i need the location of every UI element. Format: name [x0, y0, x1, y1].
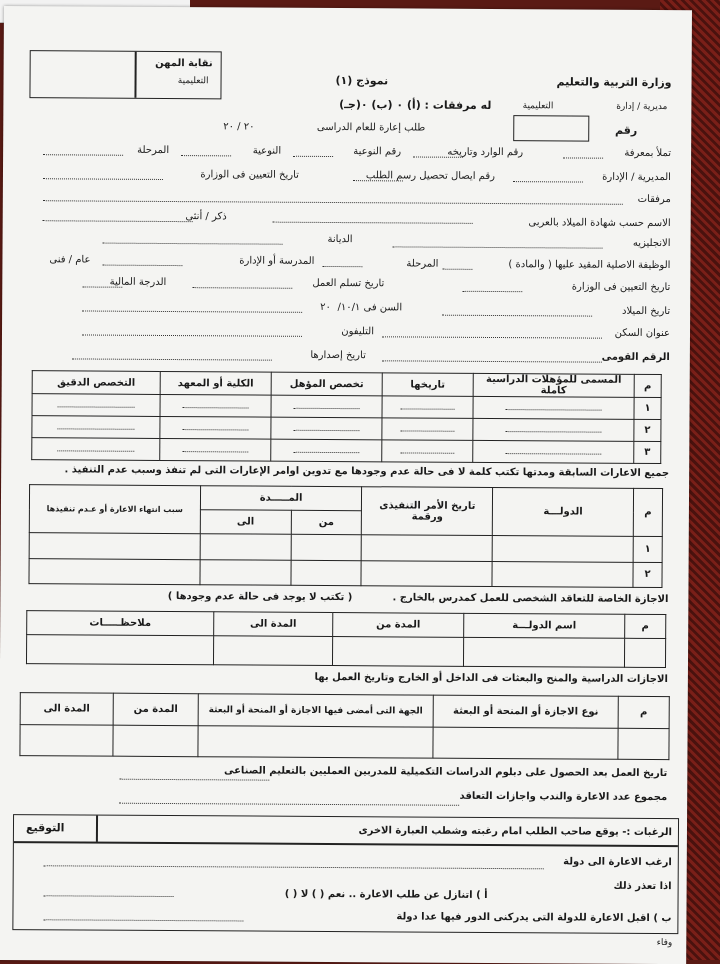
general-tech-label: عام / فنى	[49, 254, 91, 266]
qual-h-title: المسمى للمؤهلات الدراسية كاملة	[473, 373, 634, 397]
known-by-label: تملأ بمعرفة	[624, 147, 672, 160]
directorate-admin-label: المديرية / الإدارة	[602, 171, 671, 184]
loan-row-no: ٢	[633, 562, 662, 588]
contract-h-from: المدة من	[333, 613, 464, 638]
loan-h-reason: سبب انتهاء الاعارة أو عـدم تنفيذها	[29, 485, 200, 534]
form-title: نموذج (١)	[335, 74, 389, 88]
birth-date-label: تاريخ الميلاد	[621, 305, 671, 318]
study-h-no: م	[618, 696, 669, 728]
incoming-no-label: رقم الوارد وتاريخه	[447, 146, 524, 159]
type-no-label: رقم النوعية	[353, 146, 402, 158]
study-h-place: الجهة التى أمضى فيها الاجازة أو المنحة أو البعثة	[198, 694, 433, 727]
wishes-label: الرغبات :- يوقع صاحب الطلب امام رغبته وشطب العبارة الاخرى	[358, 825, 672, 839]
school-admin-label: المدرسة أو الإدارة	[239, 255, 315, 267]
contract-h-no: م	[625, 614, 666, 638]
work-start-label: تاريخ تسلم العمل	[312, 277, 385, 290]
wish-b: ب ) اقبل الاعارة للدولة التى يدركنى الدور فيها عدا دولة	[396, 911, 672, 925]
original-job-label: الوظيفة الاصلية المقيد عليها ( والمادة )	[508, 259, 671, 272]
number-label: رقم	[615, 123, 638, 137]
phone-label: التليفون	[341, 326, 375, 338]
address-label: عنوان السكن	[614, 327, 671, 340]
qual-h-no: م	[634, 374, 661, 397]
qual-h-major: تخصص المؤهل	[271, 372, 382, 396]
educational-label: التعليمية	[522, 101, 554, 112]
study-caption: الاجازات الدراسية والمنح والبعثات فى الداخل أو الخارج وتاريخ العمل بها	[314, 671, 668, 686]
request-year: ٢٠ / ٢٠	[223, 121, 255, 133]
national-id-label: الرقم القومى	[601, 351, 670, 364]
study-table	[19, 692, 669, 760]
form-sheet	[0, 6, 692, 964]
prev-loans-caption: جميع الاعارات السابقة ومدتها تكتب كلمة لا فى حالة عدم وجودها مع تدوين اوامر الإعارات التى لم تنفذ وسبب عدم التنفيذ .	[64, 464, 670, 480]
wish1: ارغب الاعارة الى دولة	[563, 856, 672, 869]
qual-row-no: ٢	[634, 419, 661, 441]
qualifications-table	[31, 370, 662, 464]
contract-h-notes: ملاحظـــــات	[27, 611, 214, 636]
qual-h-date: تاريخها	[382, 373, 473, 397]
prev-loans-table	[28, 484, 663, 588]
receipt-no-label: رقم ايصال تحصيل رسم الطلب	[365, 170, 496, 183]
contract-h-country: اسم الدولـــة	[464, 613, 625, 638]
study-h-from: المدة من	[113, 693, 198, 726]
contract-h-to: المدة الى	[214, 612, 333, 637]
attachments-label: له مرفقات : (أ) ٠ (ب) ٠(جـ)	[339, 98, 492, 112]
attachments-field-label: مرفقات	[637, 193, 671, 206]
issue-date-label: تاريخ إصدارها	[310, 349, 366, 362]
contract-table	[26, 610, 666, 668]
appt-date2-label: تاريخ التعيين فى الوزارة	[571, 281, 671, 294]
loan-h-period: المـــــدة	[200, 486, 362, 511]
union-line1: نقابة المهن	[155, 57, 213, 70]
type-label: النوعية	[252, 145, 282, 157]
stage2-label: المرحلة	[406, 258, 439, 270]
financial-grade-label: الدرجة المالية	[109, 276, 167, 288]
study-h-type: نوع الاجازة أو المنحة أو البعثة	[433, 695, 618, 728]
contract-note: ( تكتب لا يوجد فى حالة عدم وجودها )	[167, 591, 353, 604]
stage-label: المرحلة	[137, 144, 170, 157]
age-on-label: السن فى ١٠/١/	[337, 302, 403, 314]
directorate-label: مديرية / إدارة	[616, 101, 668, 113]
diploma-line: تاريخ العمل بعد الحصول على دبلوم الدراسات التكميلية للمدربين العمليين بالتعليم الصناعى	[223, 765, 668, 780]
signature-label: التوقيع	[25, 821, 65, 835]
religion-label: الديانة	[327, 233, 353, 246]
english-label: الانجليزيه	[632, 237, 671, 250]
loan-h-to: الى	[200, 510, 291, 535]
ministry-name: وزارة التربية والتعليم	[556, 75, 672, 90]
age-year: ٢٠	[320, 301, 331, 314]
contract-caption: الاجازة الخاصة للتعاقد الشخصى للعمل كمدرس بالخارج .	[392, 592, 669, 606]
qual-h-college: الكلية أو المعهد	[160, 371, 271, 395]
loan-h-from: من	[291, 510, 362, 534]
study-h-to: المدة الى	[20, 693, 113, 726]
qual-row-no: ٣	[634, 441, 661, 463]
wish2: اذا تعذر ذلك	[613, 880, 672, 893]
qual-row-no: ١	[634, 397, 661, 419]
loan-h-country: الدولـــة	[493, 487, 634, 536]
corner-note: وفاء	[656, 938, 673, 949]
request-title: طلب إعارة للعام الدراسى	[316, 121, 426, 134]
appt-date-label: تاريخ التعيين فى الوزارة	[200, 169, 300, 181]
gender-label: ذكر / أنثى	[185, 211, 227, 223]
loan-row-no: ١	[633, 536, 662, 562]
union-box	[29, 50, 221, 99]
total-line: مجموع عدد الاعارة والندب واجازات التعاقد	[459, 790, 668, 804]
wishes-box	[12, 814, 679, 934]
name-arabic-label: الاسم حسب شهادة الميلاد بالعربى	[528, 217, 671, 230]
qual-h-specialty: التخصص الدقيق	[32, 371, 160, 395]
union-line2: التعليمية	[177, 76, 209, 87]
loan-h-order: تاريخ الأمر التنفيذى ورقمة	[362, 487, 493, 536]
loan-h-no: م	[633, 488, 662, 536]
wish-a: أ ) اتنازل عن طلب الاعارة .. نعم ( ) لا ( )	[284, 888, 488, 901]
number-box	[513, 115, 589, 141]
